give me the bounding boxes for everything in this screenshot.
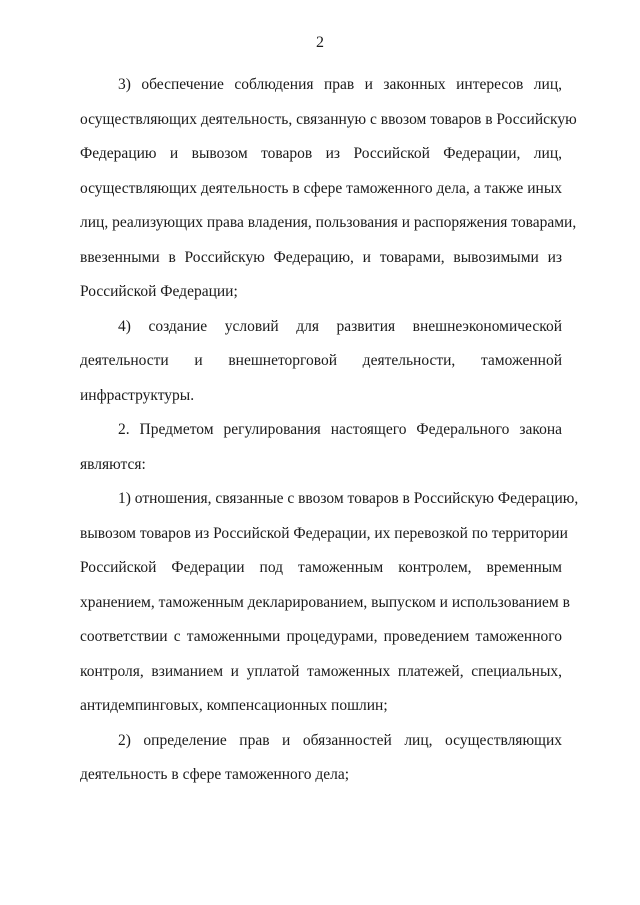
text-line: являются: — [80, 455, 146, 473]
text-line: осуществляющих деятельность, связанную с ввозом товаров в Российскую — [80, 110, 577, 128]
text-line: 2) определение прав и обязанностей лиц, осуществляющих — [118, 731, 562, 749]
text-line: хранением, таможенным декларированием, выпуском и использованием в — [80, 593, 570, 611]
text-line: вывозом товаров из Российской Федерации, их перевозкой по территории — [80, 524, 568, 542]
text-line: Российской Федерации; — [80, 283, 238, 300]
text-line: деятельности и внешнеторговой деятельности, таможенной — [80, 352, 562, 369]
paragraph — [80, 310, 562, 414]
text-line: 2. Предметом регулирования настоящего Федерального закона — [118, 421, 562, 438]
text-line: контроля, взиманием и уплатой таможенных платежей, специальных, — [80, 662, 562, 680]
text-line: Российской Федерации под таможенным контролем, временным — [80, 559, 562, 576]
text-line: 3) обеспечение соблюдения прав и законных интересов лиц, — [118, 76, 562, 93]
text-line: 4) создание условий для развития внешнеэкономической — [118, 317, 562, 335]
paragraph — [80, 724, 562, 793]
text-line: ввезенными в Российскую Федерацию, и товарами, вывозимыми из — [80, 248, 562, 266]
text-line: лиц, реализующих права владения, пользования и распоряжения товарами, — [80, 214, 577, 231]
text-line: инфраструктуры. — [80, 386, 195, 404]
paragraph — [80, 482, 579, 724]
paragraph — [80, 413, 562, 482]
document-body — [80, 68, 579, 793]
text-line: осуществляющих деятельность в сфере таможенного дела, а также иных — [80, 179, 562, 197]
text-line: деятельность в сфере таможенного дела; — [80, 766, 350, 783]
page-number: 2 — [316, 34, 324, 51]
text-line: 1) отношения, связанные с ввозом товаров в Российскую Федерацию, — [118, 490, 579, 507]
text-line: Федерацию и вывозом товаров из Российской Федерации, лиц, — [80, 145, 562, 162]
text-line: антидемпинговых, компенсационных пошлин; — [80, 697, 388, 714]
text-line: соответствии с таможенными процедурами, проведением таможенного — [80, 628, 562, 645]
paragraph — [80, 68, 577, 310]
